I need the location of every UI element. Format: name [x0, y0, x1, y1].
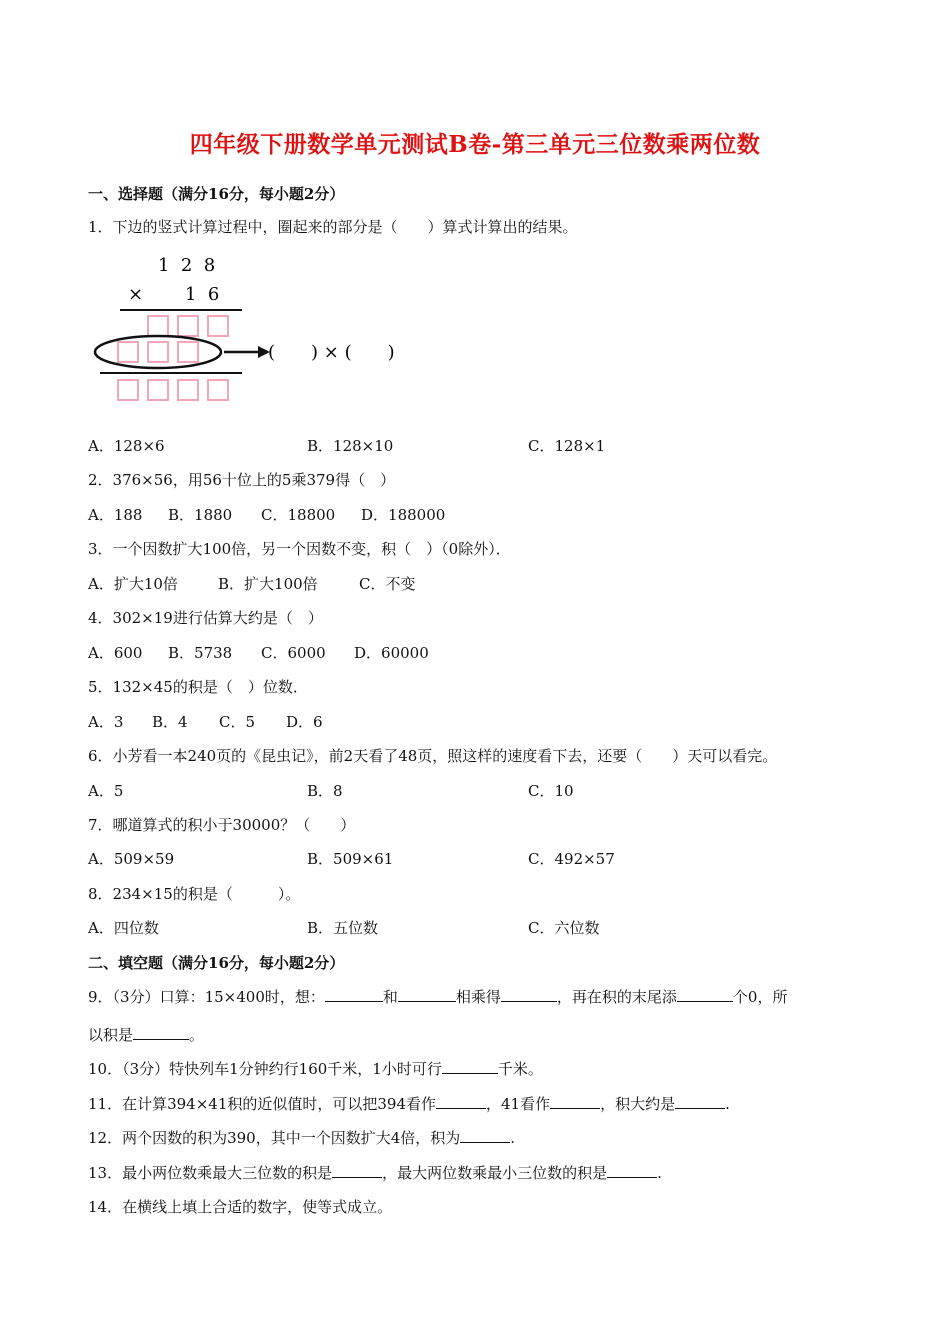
q10-blank[interactable]: [442, 1059, 498, 1074]
section2-heading: 二、填空题（满分16分，每小题2分）: [88, 954, 345, 972]
figure-multiply-sign: ×: [128, 284, 144, 305]
q7-option-b[interactable]: B．509×61: [307, 850, 394, 868]
q9-line-2: [88, 1025, 204, 1045]
partial-product-row-1: [148, 316, 228, 336]
q2-option-a[interactable]: A．188: [88, 506, 143, 524]
figure-top-number: 1 2 8: [158, 255, 216, 276]
q4-option-a[interactable]: A．600: [88, 644, 143, 662]
final-product-row: [118, 380, 228, 400]
q9-blank-3[interactable]: [501, 987, 557, 1002]
q8-text: 8．234×15的积是（ ）。: [88, 885, 301, 903]
q12-text-a: 12．两个因数的积为390，其中一个因数扩大4倍，积为: [88, 1129, 461, 1147]
q14-text: 14．在横线上填上合适的数字，使等式成立。: [88, 1198, 393, 1216]
q11-line: [88, 1094, 730, 1114]
q4-option-b[interactable]: B．5738: [168, 644, 233, 662]
q5-option-c[interactable]: C．5: [219, 713, 256, 731]
q7-text: 7．哪道算式的积小于30000？（ ）: [88, 816, 356, 834]
q11-blank-1[interactable]: [436, 1094, 486, 1109]
q9-text-c: 相乘得: [455, 988, 501, 1006]
q8-option-c[interactable]: C．六位数: [528, 919, 600, 937]
q10-text-a: 10．（3分）特快列车1分钟约行160千米，1小时可行: [88, 1060, 442, 1078]
q10-line: [88, 1059, 543, 1079]
q9-blank-1[interactable]: [325, 987, 383, 1002]
q9-text-b: 和: [382, 988, 398, 1006]
q1-option-b[interactable]: B．128×10: [307, 437, 394, 455]
q3-option-b[interactable]: B．扩大100倍: [218, 575, 318, 593]
q8-option-a[interactable]: A．四位数: [88, 919, 159, 937]
circled-partial-product: [95, 336, 221, 368]
q4-option-c[interactable]: C．6000: [261, 644, 326, 662]
q8-option-b[interactable]: B．五位数: [307, 919, 379, 937]
q10-text-b: 千米。: [497, 1060, 543, 1078]
partial-product-row-2: [118, 342, 198, 362]
q11-blank-3[interactable]: [675, 1094, 725, 1109]
q13-text-a: 13．最小两位数乘最大三位数的积是: [88, 1164, 333, 1182]
q1-vertical-multiplication-figure: [88, 246, 448, 416]
q13-line: [88, 1163, 662, 1183]
q11-text-c: ，积大约是: [600, 1095, 676, 1113]
q3-option-c[interactable]: C．不变: [359, 575, 416, 593]
q7-option-c[interactable]: C．492×57: [528, 850, 615, 868]
q13-blank-1[interactable]: [332, 1163, 382, 1178]
figure-bottom-number: 1 6: [185, 284, 220, 305]
q2-option-b[interactable]: B．1880: [168, 506, 233, 524]
q7-option-a[interactable]: A．509×59: [88, 850, 175, 868]
q13-text-b: ，最大两位数乘最小三位数的积是: [382, 1164, 608, 1182]
q9-text-g: 。: [189, 1026, 205, 1044]
section1-heading: 一、选择题（满分16分，每小题2分）: [88, 185, 345, 203]
q9-blank-2[interactable]: [398, 987, 456, 1002]
q9-text-e: 个0，所: [732, 988, 788, 1006]
q5-text: 5．132×45的积是（ ）位数．: [88, 678, 308, 696]
q4-option-d[interactable]: D．60000: [354, 644, 429, 662]
q2-option-d[interactable]: D．188000: [361, 506, 446, 524]
q12-line: [88, 1128, 515, 1148]
q13-text-c: .: [657, 1164, 662, 1182]
q11-text-b: ，41看作: [486, 1095, 551, 1113]
q6-option-a[interactable]: A．5: [88, 782, 124, 800]
q6-option-c[interactable]: C．10: [528, 782, 574, 800]
q5-option-a[interactable]: A．3: [88, 713, 124, 731]
q5-option-d[interactable]: D．6: [286, 713, 323, 731]
q4-text: 4．302×19进行估算大约是（ ）: [88, 609, 323, 627]
q9-text-f: 以积是: [88, 1026, 134, 1044]
q1-text: 1．下边的竖式计算过程中，圈起来的部分是（ ）算式计算出的结果。: [88, 218, 578, 236]
q1-option-c[interactable]: C．128×1: [528, 437, 606, 455]
q3-text: 3．一个因数扩大100倍，另一个因数不变，积（ ）（0除外）．: [88, 540, 511, 558]
figure-result-blank: ( ) × ( ): [268, 342, 395, 363]
q11-text-a: 11．在计算394×41积的近似值时，可以把394看作: [88, 1095, 437, 1113]
q9-text-d: ，再在积的末尾添: [556, 988, 677, 1006]
q11-text-d: .: [725, 1095, 730, 1113]
q6-option-b[interactable]: B．8: [307, 782, 343, 800]
q9-blank-5[interactable]: [133, 1025, 189, 1040]
q1-option-a[interactable]: A．128×6: [88, 437, 165, 455]
q2-option-c[interactable]: C．18800: [261, 506, 336, 524]
q12-blank[interactable]: [460, 1128, 510, 1143]
document-title: 四年级下册数学单元测试B卷-第三单元三位数乘两位数: [189, 131, 761, 158]
q13-blank-2[interactable]: [607, 1163, 657, 1178]
q6-text: 6．小芳看一本240页的《昆虫记》，前2天看了48页，照这样的速度看下去，还要（ ）天可以看完。: [88, 747, 778, 765]
q11-blank-2[interactable]: [550, 1094, 600, 1109]
q9-blank-4[interactable]: [677, 987, 733, 1002]
q2-text: 2．376×56，用56十位上的5乘379得（ ）: [88, 471, 396, 489]
q12-text-b: .: [510, 1129, 516, 1147]
q9-text-a: 9．（3分）口算：15×400时，想：: [88, 988, 325, 1006]
q3-option-a[interactable]: A．扩大10倍: [88, 575, 178, 593]
q5-option-b[interactable]: B．4: [152, 713, 188, 731]
q9-line-1: [88, 987, 787, 1007]
